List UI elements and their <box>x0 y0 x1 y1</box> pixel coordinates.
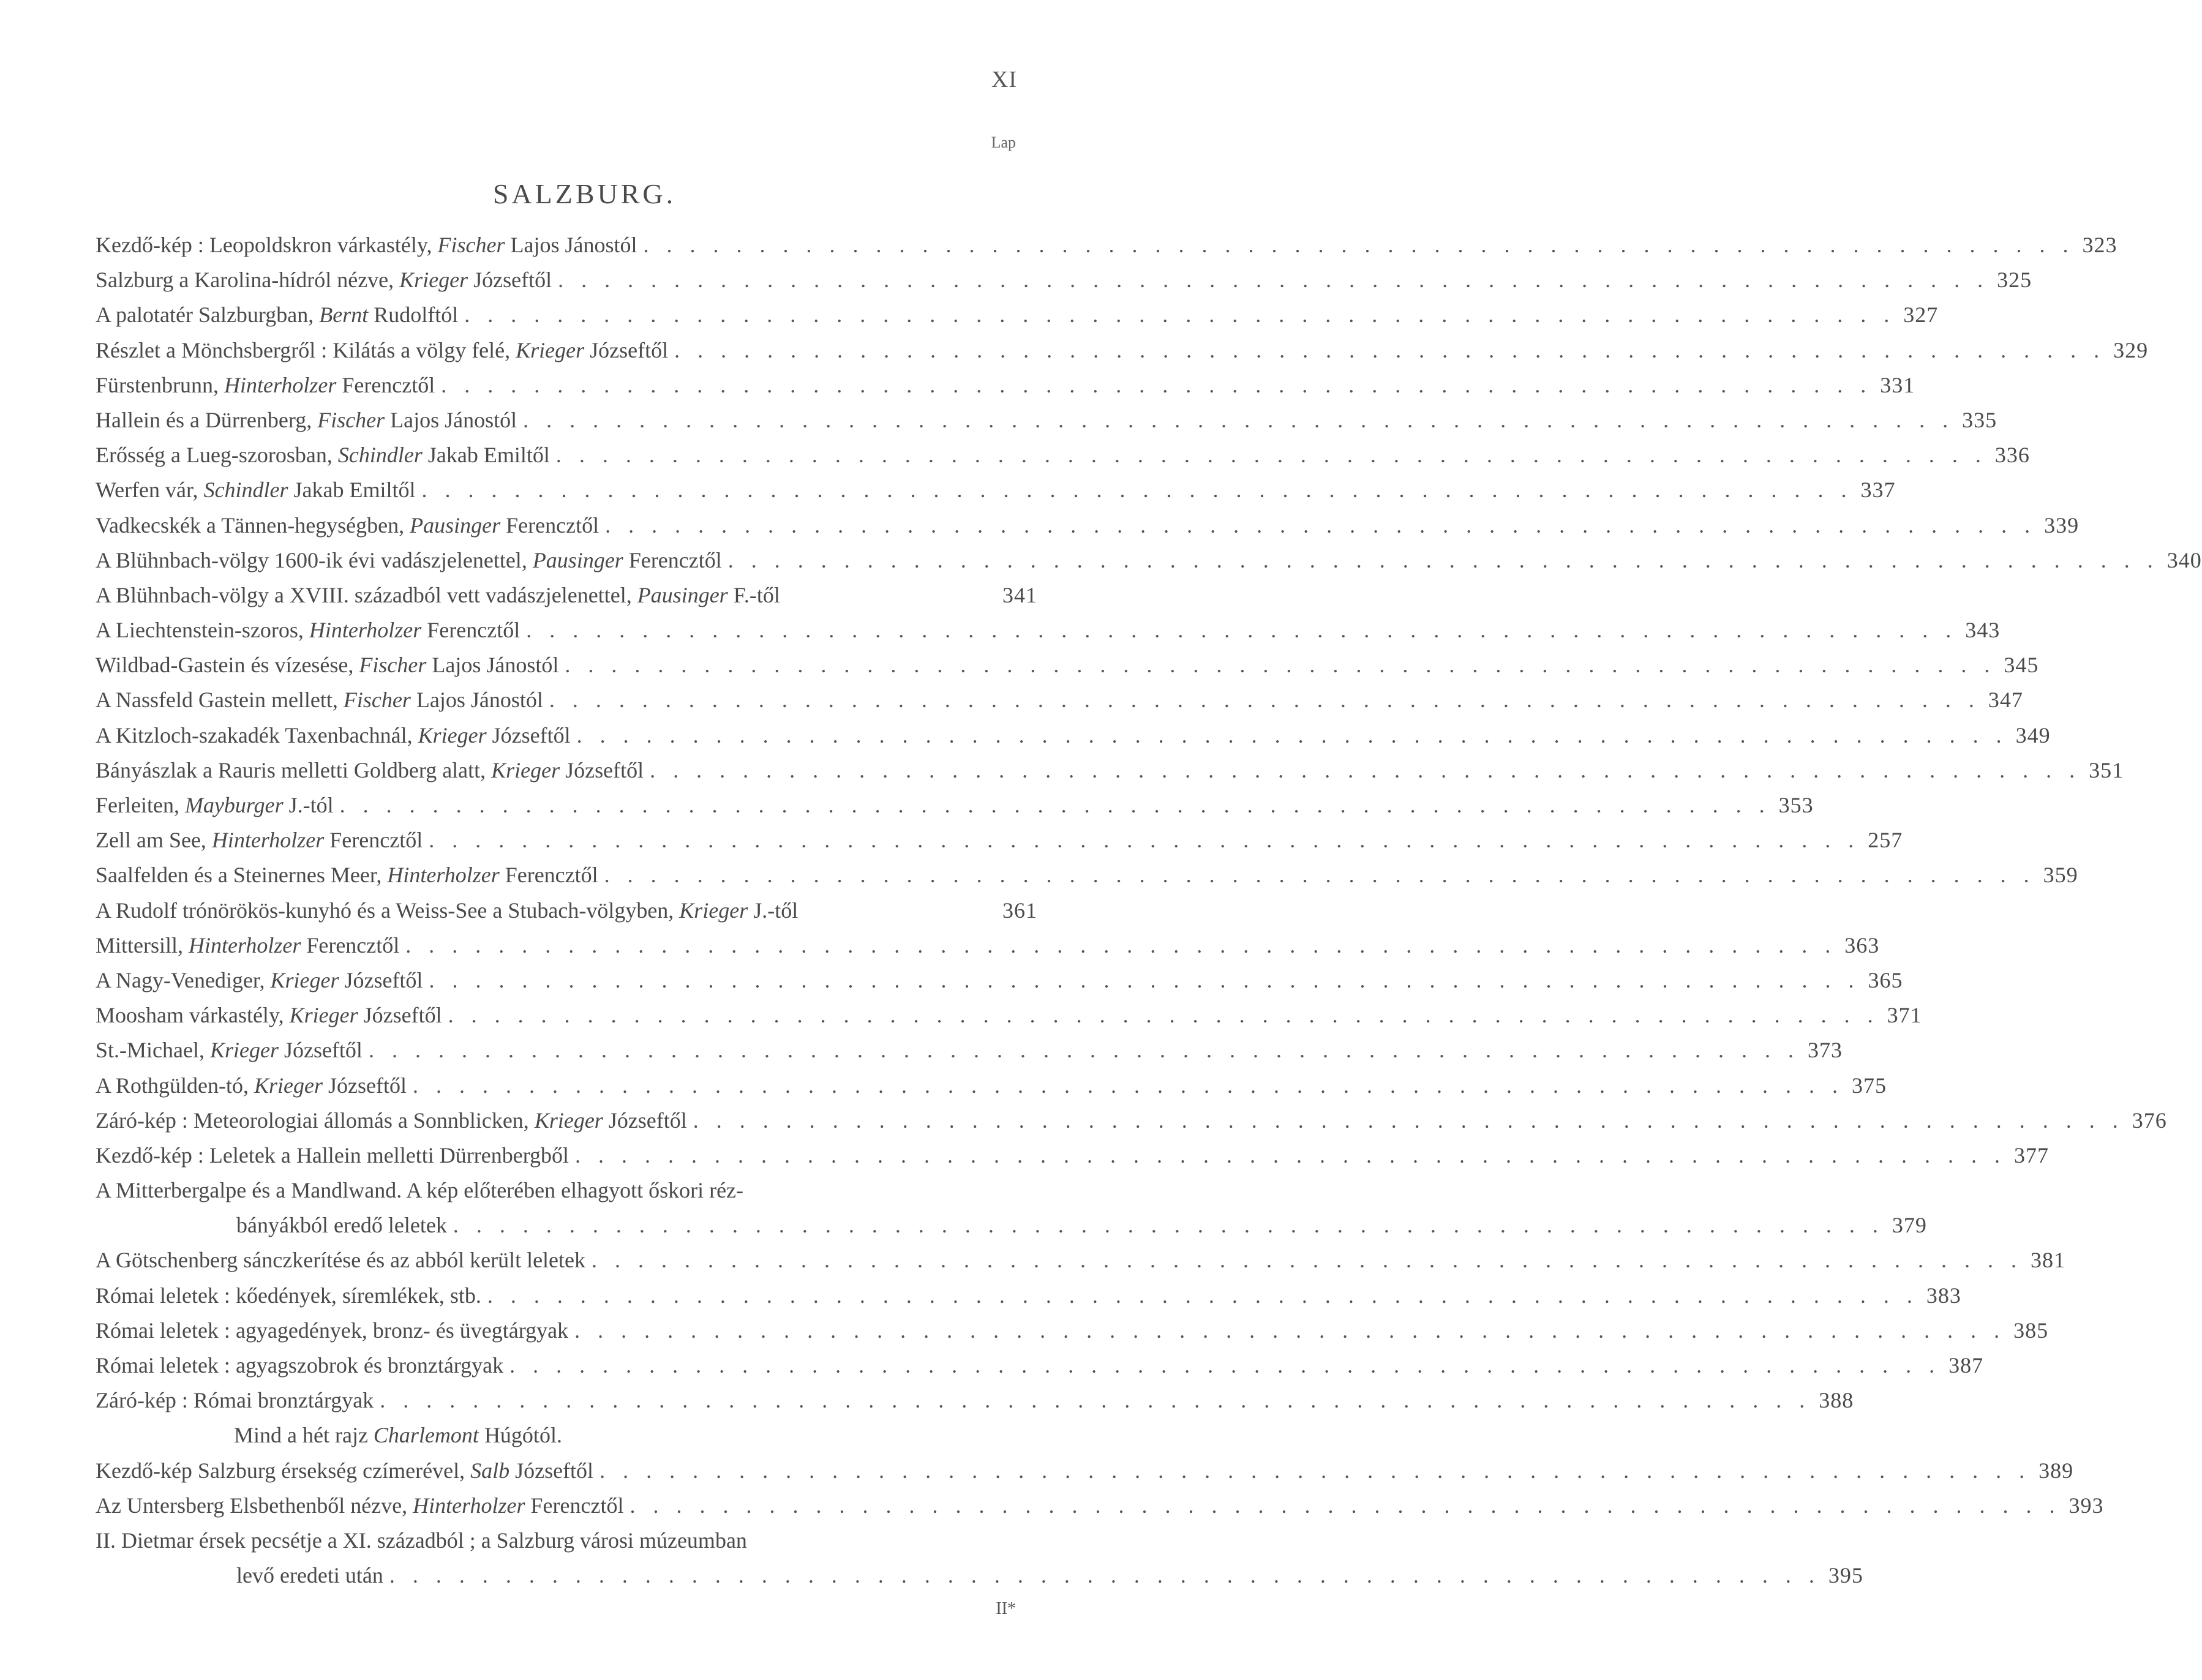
entry-artist-suffix: Ferencztől <box>301 932 400 958</box>
entry-title-text: levő eredeti után <box>236 1563 383 1588</box>
entry-artist: Krieger <box>270 967 339 992</box>
toc-entry <box>96 963 1903 998</box>
entry-page-number: 325 <box>1997 268 2032 293</box>
entry-title <box>96 298 458 332</box>
entry-title <box>96 438 550 473</box>
dot-leader <box>552 263 1989 298</box>
entry-title <box>96 1383 374 1418</box>
entry-title <box>96 893 994 928</box>
entry-title <box>96 1103 687 1138</box>
toc-entries-after <box>96 1453 2104 1594</box>
entry-title <box>96 1173 994 1208</box>
entry-artist: Krieger <box>491 757 560 782</box>
entry-artist: Krieger <box>209 1038 279 1063</box>
entry-artist: Mayburger <box>184 793 284 817</box>
entry-title-text: A Liechtenstein-szoros, <box>96 618 309 643</box>
entry-artist: Krieger <box>399 268 468 293</box>
toc-entry <box>96 438 2030 473</box>
entry-artist: Krieger <box>534 1108 603 1133</box>
toc-entry <box>96 1138 2050 1173</box>
entry-title-text: bányákból eredő leletek <box>236 1213 447 1238</box>
entry-artist-suffix: Lajos Jánostól <box>426 653 559 678</box>
credit-artist: Charlemont <box>373 1423 479 1448</box>
entry-page-number: 347 <box>1988 688 2023 713</box>
entry-page-number: 331 <box>1880 372 1915 397</box>
page-column-label: Lap <box>991 133 1016 151</box>
entry-page-number: 341 <box>1002 582 1037 607</box>
entry-artist-suffix: Ferencztől <box>421 618 520 643</box>
entry-title-text: Záró-kép : Meteorologiai állomás a Sonnblicken, <box>96 1108 535 1133</box>
entry-page-number: 335 <box>1962 407 1997 432</box>
entry-page-number: 361 <box>1002 898 1037 923</box>
entry-artist: Krieger <box>418 722 487 748</box>
entry-page-number: 373 <box>1807 1038 1843 1063</box>
dot-leader <box>687 1103 2124 1138</box>
entry-page-number: 323 <box>2082 233 2117 257</box>
entry-page-number: 257 <box>1868 828 1903 853</box>
entry-title-text: Ferleiten, <box>96 793 185 817</box>
entry-title <box>96 998 442 1033</box>
toc-entry <box>96 1488 2104 1523</box>
entry-artist: Krieger <box>516 337 585 362</box>
entry-artist-suffix: Józseftől <box>603 1108 687 1133</box>
entry-artist: Hinterholzer <box>189 932 301 958</box>
toc-entry <box>96 648 2039 683</box>
entry-title <box>96 508 599 543</box>
entry-artist-suffix: Józseftől <box>509 1458 594 1483</box>
entry-title-text: Zell am See, <box>96 828 212 853</box>
page-number: XI <box>991 67 1017 92</box>
dot-leader <box>458 298 1895 332</box>
toc-entry <box>96 473 1896 508</box>
entry-title-text: Bányászlak a Rauris melletti Goldberg alatt, <box>96 757 492 782</box>
toc-entry <box>96 1453 2074 1488</box>
entry-page-number: 340 <box>2166 547 2202 572</box>
toc-entry <box>96 1383 1854 1418</box>
dot-leader <box>447 1208 1884 1243</box>
entry-artist: Bernt <box>319 302 369 328</box>
entry-title-text: Mittersill, <box>96 932 189 958</box>
entry-title-text: A Rudolf trónörökös-kunyhó és a Weiss-See a Stubach-völgyben, <box>96 898 680 923</box>
entry-page-number: 349 <box>2015 722 2051 748</box>
dot-leader <box>585 1243 2023 1278</box>
toc-entry <box>96 788 1814 823</box>
dot-leader <box>407 1068 1844 1103</box>
credit-pre: Mind a hét rajz <box>234 1423 374 1448</box>
entry-title <box>96 1348 503 1383</box>
toc-entry <box>96 1173 1037 1208</box>
entry-artist-suffix: Lajos Jánostól <box>505 233 637 257</box>
entry-title-text: II. Dietmar érsek pecsétje a XI. századból ; a Salzburg városi múzeumban <box>96 1528 747 1553</box>
entry-title-text: Vadkecskék a Tännen-hegységben, <box>96 512 410 538</box>
entry-page-number: 389 <box>2039 1458 2074 1483</box>
entry-page-number: 336 <box>1994 443 2030 468</box>
entry-page-number: 363 <box>1844 932 1880 958</box>
entry-title-text: Római leletek : agyagszobrok és bronztárgyak <box>96 1353 504 1378</box>
dot-leader <box>569 1138 2006 1173</box>
entry-title-text: A Blühnbach-völgy 1600-ik évi vadászjelenettel, <box>96 547 533 572</box>
entry-artist-suffix: Ferencztől <box>623 547 722 572</box>
dot-leader <box>550 438 1987 473</box>
entry-title-text: Záró-kép : Római bronztárgyak <box>96 1388 374 1413</box>
toc-entry <box>96 1103 2167 1138</box>
entry-artist-suffix: Ferencztől <box>525 1493 624 1518</box>
entry-title-text: Kezdő-kép Salzburg érsekség czímerével, <box>96 1458 471 1483</box>
toc-entry <box>96 368 1915 403</box>
entry-page-number: 381 <box>2031 1248 2066 1273</box>
entry-title-text: A palotatér Salzburgban, <box>96 302 320 328</box>
entry-title-text: A Götschenberg sánczkerítése és az abból került leletek <box>96 1248 586 1273</box>
entry-title <box>96 333 668 368</box>
entry-artist: Schindler <box>203 478 288 503</box>
dot-leader <box>593 1453 2031 1488</box>
entry-artist: Salb <box>470 1458 510 1483</box>
entry-artist-suffix: Ferencztől <box>500 512 599 538</box>
entry-artist-suffix: Lajos Jánostól <box>410 688 543 713</box>
dot-leader <box>571 718 2008 753</box>
entry-title-text: Hallein és a Dürrenberg, <box>96 407 318 432</box>
toc-entry <box>96 403 1997 438</box>
toc-entry <box>96 1068 1887 1103</box>
entry-title <box>96 543 722 578</box>
toc-entry <box>96 1558 1863 1593</box>
entry-artist: Krieger <box>289 1003 358 1028</box>
entry-artist: Fischer <box>437 233 505 257</box>
entry-page-number: 371 <box>1887 1003 1922 1028</box>
entry-title <box>96 1068 407 1103</box>
entry-title-text: St.-Michael, <box>96 1038 210 1063</box>
entry-artist-suffix: Józseftől <box>278 1038 363 1063</box>
entry-title <box>96 1523 994 1558</box>
dot-leader <box>481 1278 1918 1313</box>
entry-title <box>96 228 637 263</box>
toc-entry <box>96 578 1037 613</box>
dot-leader <box>598 858 2035 893</box>
entry-artist: Hinterholzer <box>413 1493 525 1518</box>
entry-title-text: A Nagy-Venediger, <box>96 967 271 992</box>
entry-artist-suffix: Józseftől <box>323 1073 407 1098</box>
entry-artist-suffix: Józseftől <box>486 722 571 748</box>
entry-title <box>96 928 399 963</box>
entry-title <box>96 1243 585 1278</box>
entry-page-number: 379 <box>1892 1213 1927 1238</box>
entry-title-text: A Nassfeld Gastein mellett, <box>96 688 344 713</box>
toc-entry <box>96 1243 2066 1278</box>
dot-leader <box>637 228 2074 263</box>
dot-leader <box>435 368 1872 403</box>
entry-artist: Hinterholzer <box>211 828 325 853</box>
toc-entry <box>96 998 1922 1033</box>
entry-title-text: A Blühnbach-völgy a XVIII. századból vett vadászjelenettel, <box>96 582 637 607</box>
entry-page-number: 345 <box>2004 653 2039 678</box>
dot-leader <box>442 998 1879 1033</box>
entry-page-number: 343 <box>1965 618 2001 643</box>
toc-entry <box>96 1033 1843 1068</box>
entry-title-text: Kezdő-kép : Leopoldskron várkastély, <box>96 233 438 257</box>
toc-entry <box>96 228 2117 263</box>
entry-page-number: 377 <box>2014 1142 2050 1168</box>
entry-title-text: A Kitzloch-szakadék Taxenbachnál, <box>96 722 418 748</box>
entry-page-number: 337 <box>1860 478 1896 503</box>
entry-artist: Hinterholzer <box>309 618 422 643</box>
entry-page-number: 388 <box>1819 1388 1854 1413</box>
entry-title <box>96 1488 623 1523</box>
toc-entry <box>96 1278 1961 1313</box>
entry-page-number: 365 <box>1868 967 1903 992</box>
entry-title <box>96 1453 593 1488</box>
entry-page-number: 327 <box>1903 302 1939 328</box>
dot-leader <box>568 1313 2005 1348</box>
entry-title <box>96 753 644 788</box>
entry-title-text: A Rothgülden-tó, <box>96 1073 254 1098</box>
entry-artist-suffix: Józseftől <box>468 268 552 293</box>
entry-title-text: Wildbad-Gastein és vízesése, <box>96 653 359 678</box>
entry-artist-suffix: J.-től <box>748 898 799 923</box>
entry-artist: Hinterholzer <box>387 863 500 888</box>
entry-artist-suffix: Józseftől <box>584 337 669 362</box>
toc-entry <box>96 753 2124 788</box>
entry-page-number: 329 <box>2113 337 2149 362</box>
entry-page-number: 385 <box>2013 1318 2049 1343</box>
toc-entry <box>96 613 2001 648</box>
entry-page-number: 353 <box>1778 793 1814 817</box>
entry-title-text: Kezdő-kép : Leletek a Hallein melletti Dürrenbergből <box>96 1142 569 1168</box>
entry-page-number: 351 <box>2089 757 2124 782</box>
dot-leader <box>416 473 1853 508</box>
entry-artist-suffix: Jakab Emiltől <box>422 443 550 468</box>
dot-leader <box>558 648 1996 683</box>
entry-title-text: A Mitterbergalpe és a Mandlwand. A kép előterében elhagyott őskori réz- <box>96 1178 744 1203</box>
dot-leader <box>423 823 1860 858</box>
dot-leader <box>623 1488 2061 1523</box>
entry-title-text: Részlet a Mönchsbergről : Kilátás a völgy felé, <box>96 337 516 362</box>
credit-post: Húgótól. <box>478 1423 562 1448</box>
entry-artist: Fischer <box>359 653 427 678</box>
toc-entry <box>96 1348 1984 1383</box>
entry-artist-suffix: Józseftől <box>358 1003 442 1028</box>
entry-title <box>96 368 435 403</box>
entry-title <box>96 1208 447 1243</box>
entry-title <box>96 1033 363 1068</box>
credit-line <box>96 1418 1037 1453</box>
entry-title-text: Fürstenbrunn, <box>96 372 224 397</box>
toc-entry <box>96 543 2202 578</box>
entry-page-number: 393 <box>2069 1493 2104 1518</box>
toc-entry <box>96 1313 2049 1348</box>
entry-title <box>96 473 416 508</box>
toc-entry <box>96 1523 1037 1558</box>
toc-entry <box>96 298 1939 332</box>
toc-entry <box>96 928 1880 963</box>
entry-artist: Pausinger <box>410 512 501 538</box>
toc-entry <box>96 718 2051 753</box>
dot-leader <box>374 1383 1811 1418</box>
entry-title-text: Erősség a Lueg-szorosban, <box>96 443 338 468</box>
entry-title <box>96 788 334 823</box>
entry-title <box>96 578 994 613</box>
entry-artist: Pausinger <box>532 547 623 572</box>
entry-title-text: Salzburg a Karolina-hídról nézve, <box>96 268 400 293</box>
entry-artist-suffix: Ferencztől <box>324 828 423 853</box>
dot-leader <box>722 543 2159 578</box>
entry-artist: Krieger <box>254 1073 323 1098</box>
section-title: SALZBURG. <box>492 178 677 209</box>
toc-entry <box>96 333 2149 368</box>
entry-page-number: 395 <box>1828 1563 1863 1588</box>
entry-title <box>96 1138 569 1173</box>
entry-page-number: 339 <box>2044 512 2080 538</box>
entry-title <box>96 963 423 998</box>
toc-entry <box>96 893 1037 928</box>
dot-leader <box>334 788 1771 823</box>
table-of-contents <box>96 228 2202 1593</box>
entry-artist: Fischer <box>343 688 411 713</box>
dot-leader <box>423 963 1860 998</box>
entry-title <box>96 858 598 893</box>
entry-title <box>96 1278 481 1313</box>
entry-artist-suffix: J.-tól <box>283 793 334 817</box>
toc-entry <box>96 1208 1927 1243</box>
entry-artist: Krieger <box>679 898 748 923</box>
signature-mark: II* <box>996 1599 1016 1618</box>
entry-artist: Schindler <box>337 443 423 468</box>
dot-leader <box>383 1558 1821 1593</box>
entry-title-text: Római leletek : kőedények, síremlékek, stb. <box>96 1283 481 1308</box>
entry-title-text: Római leletek : agyagedények, bronz- és üvegtárgyak <box>96 1318 569 1343</box>
dot-leader <box>503 1348 1941 1383</box>
entry-page-number: 375 <box>1851 1073 1887 1098</box>
entry-artist-suffix: Ferencztől <box>336 372 435 397</box>
dot-leader <box>644 753 2081 788</box>
toc-entry <box>96 858 2078 893</box>
toc-entry <box>96 508 2080 543</box>
toc-entries <box>96 228 2202 1418</box>
entry-title <box>96 403 517 438</box>
entry-title-text: Az Untersberg Elsbethenből nézve, <box>96 1493 413 1518</box>
entry-title <box>96 1313 568 1348</box>
dot-leader <box>517 403 1954 438</box>
entry-artist-suffix: Józseftől <box>339 967 423 992</box>
entry-title <box>96 718 571 753</box>
entry-artist-suffix: F.-től <box>727 582 780 607</box>
dot-leader <box>599 508 2036 543</box>
dot-leader <box>399 928 1836 963</box>
toc-entry <box>96 683 2023 718</box>
entry-artist-suffix: Ferencztől <box>499 863 598 888</box>
entry-title <box>96 823 423 858</box>
entry-artist: Pausinger <box>637 582 728 607</box>
entry-artist-suffix: Józseftől <box>560 757 644 782</box>
entry-title <box>96 263 552 298</box>
entry-artist: Hinterholzer <box>224 372 337 397</box>
entry-page-number: 387 <box>1948 1353 1984 1378</box>
toc-entry <box>96 263 2032 298</box>
toc-entry <box>96 823 1903 858</box>
entry-page-number: 359 <box>2043 863 2078 888</box>
entry-title-text: Moosham várkastély, <box>96 1003 290 1028</box>
entry-artist-suffix: Jakab Emiltől <box>288 478 416 503</box>
dot-leader <box>363 1033 1800 1068</box>
entry-title <box>96 1558 383 1593</box>
dot-leader <box>520 613 1957 648</box>
entry-title <box>96 613 520 648</box>
entry-title <box>96 648 558 683</box>
dot-leader <box>543 683 1980 718</box>
dot-leader <box>668 333 2105 368</box>
entry-title <box>96 683 543 718</box>
entry-page-number: 383 <box>1926 1283 1961 1308</box>
entry-page-number: 376 <box>2132 1108 2167 1133</box>
entry-artist-suffix: Rudolftól <box>368 302 459 328</box>
entry-artist: Fischer <box>317 407 385 432</box>
entry-title-text: Saalfelden és a Steinernes Meer, <box>96 863 388 888</box>
entry-artist-suffix: Lajos Jánostól <box>385 407 517 432</box>
entry-title-text: Werfen vár, <box>96 478 204 503</box>
